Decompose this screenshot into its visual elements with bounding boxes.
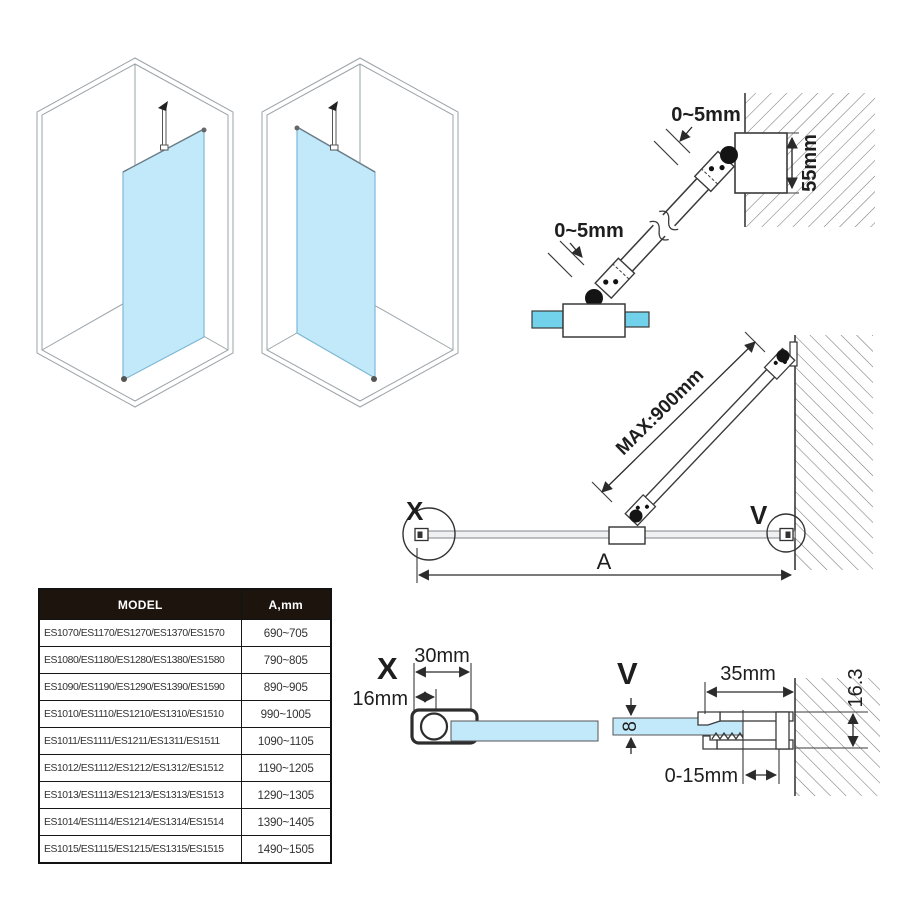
table-row [39, 809, 331, 836]
pivot-knob [630, 510, 643, 523]
table-row [39, 755, 331, 782]
a-cell: 690~705 [241, 620, 331, 647]
table-row [39, 647, 331, 674]
floor-anchor [121, 376, 127, 382]
end-profile-v-core [786, 532, 791, 539]
pivot-knob [777, 350, 790, 363]
glass-clamp [609, 527, 645, 544]
model-cell: ES1015/ES1115/ES1215/ES1315/ES1515 [39, 836, 241, 864]
table-row [39, 701, 331, 728]
gap-upper-arrow [680, 127, 692, 141]
bracket-height-label: 55mm [799, 134, 821, 192]
table-row [39, 620, 331, 647]
model-size-table [38, 588, 332, 864]
a-cell: 1390~1405 [241, 809, 331, 836]
a-cell: 790~805 [241, 647, 331, 674]
model-cell: ES1013/ES1113/ES1213/ES1313/ES1513 [39, 782, 241, 809]
model-cell: ES1090/ES1190/ES1290/ES1390/ES1590 [39, 674, 241, 701]
model-cell: ES1070/ES1170/ES1270/ES1370/ES1570 [39, 620, 241, 647]
a-cell: 1290~1305 [241, 782, 331, 809]
glass-panel [123, 129, 204, 380]
max-bar-label: MAX:900mm [612, 364, 709, 460]
gap-lower-arrow [570, 243, 582, 257]
column-header-model: MODEL [39, 589, 241, 620]
plan-view [390, 320, 890, 590]
model-cell: ES1011/ES1111/ES1211/ES1311/ES1511 [39, 728, 241, 755]
outer-width-label: 30mm [414, 645, 470, 667]
wall-fitting [295, 126, 300, 131]
table-row [39, 674, 331, 701]
model-cell: ES1012/ES1112/ES1212/ES1312/ES1512 [39, 755, 241, 782]
max-dim-line [602, 342, 755, 492]
support-tube [625, 349, 795, 526]
a-cell: 990~1005 [241, 701, 331, 728]
glass-section [451, 721, 598, 741]
wall-bracket [735, 133, 787, 193]
wall-fitting [202, 128, 207, 133]
column-header-a: A,mm [241, 589, 331, 620]
table-row [39, 836, 331, 864]
table-header-row [39, 589, 331, 620]
ceiling-support-rod [158, 101, 168, 150]
a-cell: 1490~1505 [241, 836, 331, 864]
profile-height-label: 16.3 [845, 668, 867, 708]
a-cell: 890~905 [241, 674, 331, 701]
end-profile-x-core [418, 532, 423, 539]
a-cell: 1190~1205 [241, 755, 331, 782]
model-cell: ES1080/ES1180/ES1280/ES1380/ES1580 [39, 647, 241, 674]
gap-upper-ticks [654, 129, 690, 165]
offset-label: 16mm [352, 688, 408, 710]
support-bar-detail [530, 85, 890, 350]
gap-upper-label: 0~5mm [671, 104, 741, 126]
glass-thickness-label: 8 [620, 721, 641, 732]
table-row [39, 728, 331, 755]
glass-plan [415, 531, 795, 538]
gap-lower-label: 0~5mm [554, 220, 624, 242]
table-row [39, 782, 331, 809]
gap-lower-ticks [548, 241, 584, 277]
a-dim-label: A [596, 549, 612, 574]
floor-anchor [371, 376, 377, 382]
detail-x-label: X [406, 496, 424, 526]
detail-v-label: V [750, 500, 768, 530]
detail-v-title: V [617, 656, 638, 691]
profile-width-label: 35mm [720, 663, 776, 685]
model-cell: ES1014/ES1114/ES1214/ES1314/ES1514 [39, 809, 241, 836]
model-cell: ES1010/ES1110/ES1210/ES1310/ES1510 [39, 701, 241, 728]
detail-v-view [600, 628, 890, 818]
wall-hatch [795, 678, 880, 796]
profile-tube [421, 714, 447, 740]
pivot-knob [720, 146, 738, 164]
detail-x-view [340, 635, 640, 780]
adjust-range-label: 0-15mm [664, 765, 738, 787]
a-cell: 1090~1105 [241, 728, 331, 755]
wall-hatch [795, 335, 873, 570]
ceiling-support-rod [328, 101, 338, 150]
detail-x-title: X [377, 651, 398, 686]
